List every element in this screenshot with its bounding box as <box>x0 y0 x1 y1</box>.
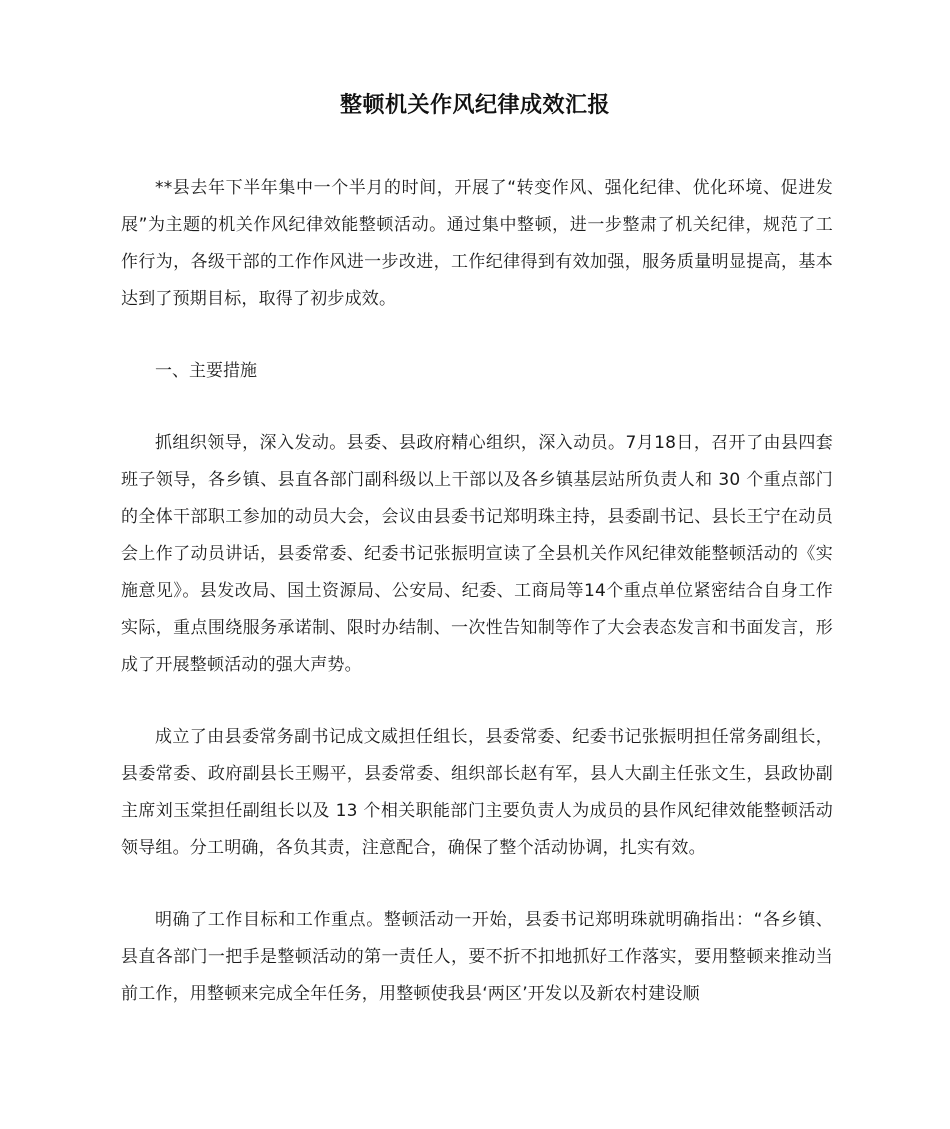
document-title: 整顿机关作风纪律成效汇报 <box>339 93 610 118</box>
body-paragraph: 明确了工作目标和工作重点。整顿活动一开始，县委书记郑明珠就明确指出：“各乡镇、县直各部门一把手是整顿活动的第一责任人，要不折不扣地抓好工作落实，要用整顿来推动当前工作，用整顿来完成全年任务，用整顿使我县‘两区’开发以及新农村建设顺 <box>121 910 833 1004</box>
section-heading-main-measures: 一、主要措施 <box>155 361 257 381</box>
body-paragraph: 成立了由县委常务副书记成文威担任组长，县委常委、纪委书记张振明担任常务副组长，县委常委、政府副县长王赐平，县委常委、组织部长赵有军，县人大副主任张文生，县政协副主席刘玉棠担任副组长以及 13 个相关职能部门主要负责人为成员的县作风纪律效能整顿活动领导组。分工明确，各负其责，注意配合，确保了整个活动协调，扎实有效。 <box>121 727 833 858</box>
document-body <box>121 170 833 1048</box>
intro-paragraph: **县去年下半年集中一个半月的时间，开展了“转变作风、强化纪律、优化环境、促进发展”为主题的机关作风纪律效能整顿活动。通过集中整顿，进一步整肃了机关纪律，规范了工作行为，各级干部的工作作风进一步改进，工作纪律得到有效加强，服务质量明显提高，基本达到了预期目标，取得了初步成效。 <box>121 178 833 309</box>
body-paragraph: 抓组织领导，深入发动。县委、县政府精心组织，深入动员。7月18日，召开了由县四套班子领导，各乡镇、县直各部门副科级以上干部以及各乡镇基层站所负责人和 30 个重点部门的全体干部职工参加的动员大会，会议由县委书记郑明珠主持，县委副书记、县长王宁在动员会上作了动员讲话，县委常委、纪委书记张振明宣读了全县机关作风纪律效能整顿活动的《实施意见》。县发改局、国土资源局、公安局、纪委、工商局等14个重点单位紧密结合自身工作实际，重点围绕服务承诺制、限时办结制、一次性告知制等作了大会表态发言和书面发言，形成了开展整顿活动的强大声势。 <box>121 433 833 675</box>
